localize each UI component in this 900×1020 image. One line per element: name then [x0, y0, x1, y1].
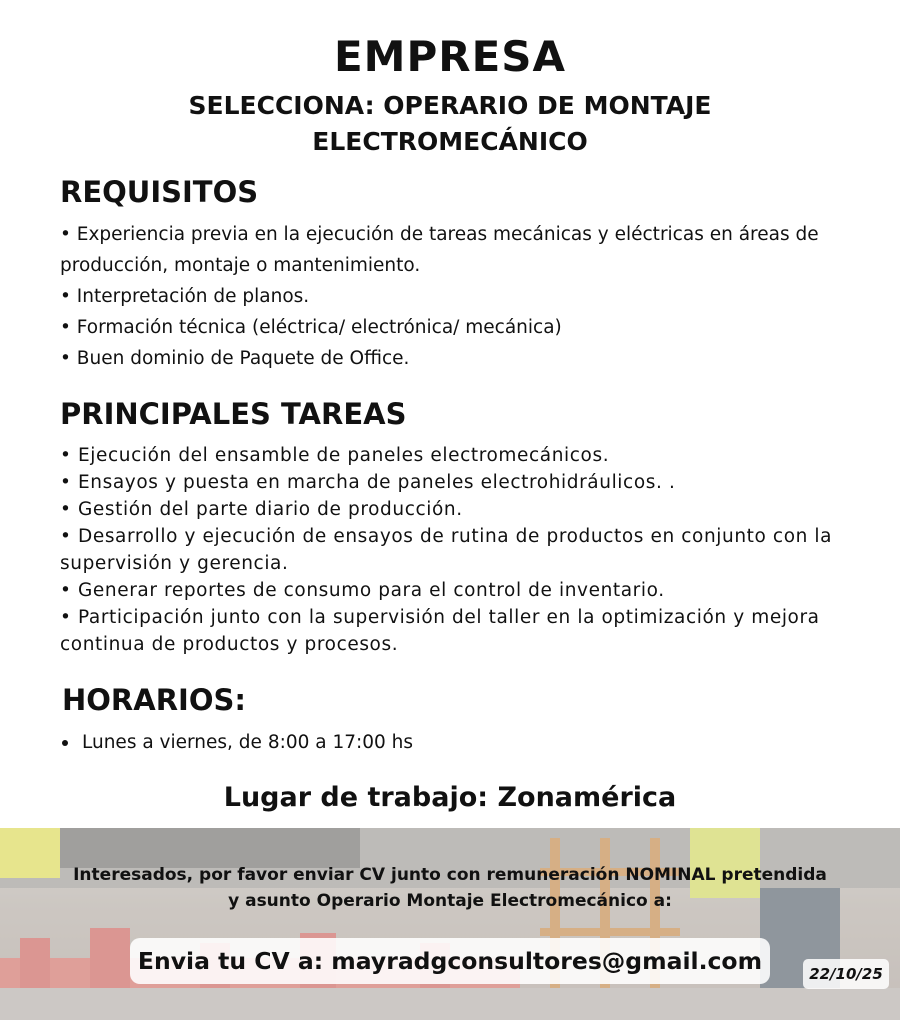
email-contact[interactable]: Envia tu CV a: mayradgconsultores@gmail.com [130, 938, 770, 984]
position-title [0, 88, 900, 160]
list-item: • Interpretación de planos. [60, 286, 310, 307]
tasks-list [60, 442, 880, 658]
list-item: • Buen dominio de Paquete de Office. [60, 348, 410, 369]
list-item: • Formación técnica (eléctrica/ electrónica/ mecánica) [60, 317, 562, 338]
position-title-line2: ELECTROMECÁNICO [312, 127, 588, 156]
requirements-heading: REQUISITOS [60, 175, 259, 209]
list-item: • Experiencia previa en la ejecución de tareas mecánicas y eléctricas en áreas de producción, montaje o mantenimiento. [60, 224, 819, 276]
list-item: • Desarrollo y ejecución de ensayos de rutina de productos en conjunto con la supervisión y gerencia. [60, 526, 833, 574]
requirements-list [60, 219, 880, 374]
page-title: EMPRESA [333, 32, 567, 81]
list-item [62, 730, 413, 756]
schedule-text: Lunes a viernes, de 8:00 a 17:00 hs [82, 732, 414, 753]
list-item: • Generar reportes de consumo para el control de inventario. [60, 580, 665, 601]
workplace-label: Lugar de trabajo: Zonamérica [223, 782, 677, 813]
instructions-line1: Interesados, por favor enviar CV junto con remuneración NOMINAL pretendida [73, 865, 827, 885]
publish-date: 22/10/25 [803, 959, 889, 989]
footer-banner [0, 828, 900, 1020]
list-item: • Gestión del parte diario de producción. [60, 499, 463, 520]
tasks-heading: PRINCIPALES TAREAS [60, 397, 407, 431]
bullet-icon [62, 740, 68, 746]
schedule-heading: HORARIOS: [62, 683, 246, 717]
banner-overlay [0, 828, 900, 1020]
instructions-line2: y asunto Operario Montaje Electromecánico a: [228, 891, 672, 911]
list-item: • Ejecución del ensamble de paneles electromecánicos. [60, 445, 610, 466]
schedule-list [62, 730, 413, 756]
list-item: • Ensayos y puesta en marcha de paneles electrohidráulicos. . [60, 472, 676, 493]
application-instructions [0, 862, 900, 914]
list-item: • Participación junto con la supervisión del taller en la optimización y mejora continua de productos y procesos. [60, 607, 820, 655]
position-title-line1: SELECCIONA: OPERARIO DE MONTAJE [188, 91, 712, 120]
